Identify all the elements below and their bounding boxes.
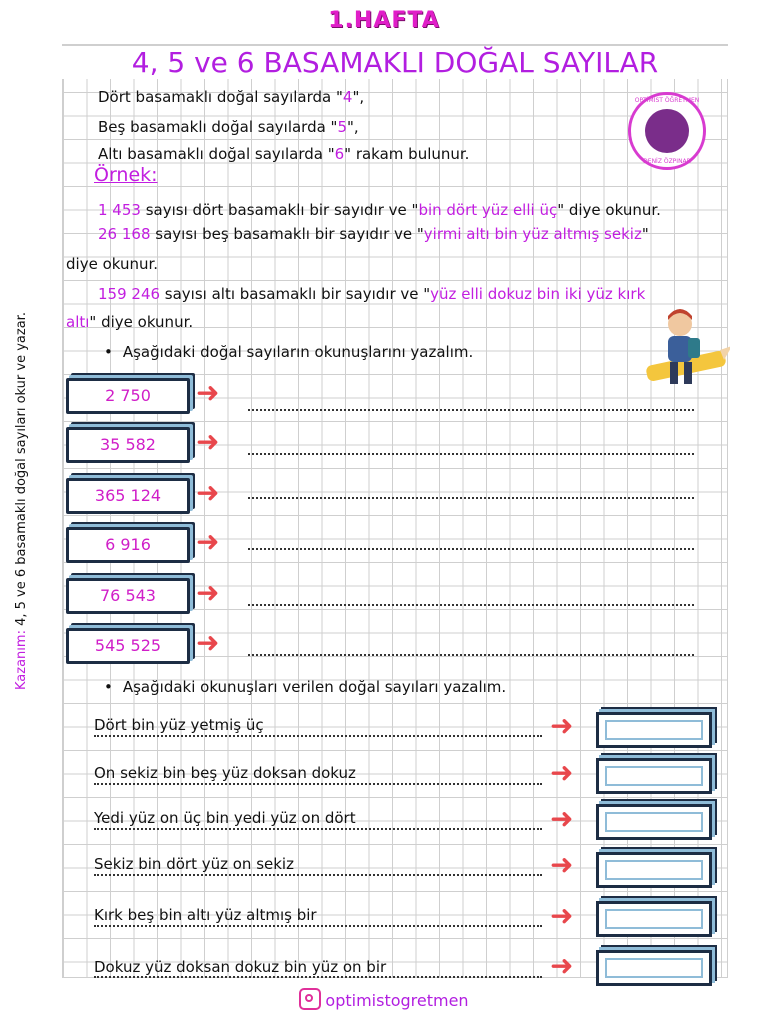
intro-line-3: Altı basamaklı doğal sayılarda "6" rakam bulunur. xyxy=(98,145,470,163)
answer-box[interactable] xyxy=(596,758,712,794)
number-phrase: Sekiz bin dört yüz on sekiz xyxy=(94,855,294,873)
answer-box-inner xyxy=(605,909,703,929)
instagram-icon xyxy=(299,988,321,1010)
number-phrase: Kırk beş bin altı yüz altmış bir xyxy=(94,906,317,924)
phrase-dotted-line xyxy=(94,782,542,785)
answer-box[interactable] xyxy=(596,901,712,937)
right-arrow-icon: ➜ xyxy=(196,525,220,558)
intro-line-2: Beş basamaklı doğal sayılarda "5", xyxy=(98,118,359,136)
answer-box-inner xyxy=(605,720,703,740)
intro-line-1: Dört basamaklı doğal sayılarda "4", xyxy=(98,88,365,106)
example-1: 1 453 sayısı dört basamaklı bir sayıdır ve "bin dört yüz elli üç" diye okunur. xyxy=(98,201,661,219)
stamp-top-text: OPTİMİST ÖĞRETMEN xyxy=(634,97,700,104)
teacher-photo xyxy=(645,109,689,153)
right-arrow-icon: ➜ xyxy=(196,476,220,509)
answer-line[interactable] xyxy=(248,547,694,550)
right-arrow-icon: ➜ xyxy=(550,802,574,835)
number-box: 6 916 xyxy=(66,527,190,563)
example-2: 26 168 sayısı beş basamaklı bir sayıdır ve "yirmi altı bin yüz altmış sekiz" xyxy=(98,225,649,243)
number-phrase: Dört bin yüz yetmiş üç xyxy=(94,716,264,734)
learning-outcome-note: Kazanım: 4, 5 ve 6 basamaklı doğal sayıları okur ve yazar. xyxy=(14,312,29,690)
number-phrase: Dokuz yüz doksan dokuz bin yüz on bir xyxy=(94,958,387,976)
right-arrow-icon: ➜ xyxy=(196,376,220,409)
example-heading: Örnek: xyxy=(94,164,158,186)
right-arrow-icon: ➜ xyxy=(196,425,220,458)
answer-box-inner xyxy=(605,860,703,880)
answer-line[interactable] xyxy=(248,653,694,656)
answer-line[interactable] xyxy=(248,408,694,411)
answer-line[interactable] xyxy=(248,603,694,606)
answer-line[interactable] xyxy=(248,452,694,455)
answer-box-inner xyxy=(605,958,703,978)
right-arrow-icon: ➜ xyxy=(550,899,574,932)
right-arrow-icon: ➜ xyxy=(196,626,220,659)
answer-line[interactable] xyxy=(248,496,694,499)
answer-box[interactable] xyxy=(596,852,712,888)
phrase-dotted-line xyxy=(94,924,542,927)
page-title: 4, 5 ve 6 BASAMAKLI DOĞAL SAYILAR xyxy=(0,46,768,79)
answer-box[interactable] xyxy=(596,950,712,986)
phrase-dotted-line xyxy=(94,975,542,978)
answer-box-inner xyxy=(605,766,703,786)
footer-social-handle[interactable]: optimistogretmen xyxy=(0,988,768,1010)
number-box: 35 582 xyxy=(66,427,190,463)
right-arrow-icon: ➜ xyxy=(550,949,574,982)
student-on-pencil-illustration xyxy=(640,306,730,398)
example-3-continuation: altı" diye okunur. xyxy=(66,313,194,331)
right-arrow-icon: ➜ xyxy=(550,709,574,742)
right-arrow-icon: ➜ xyxy=(550,756,574,789)
example-2-continuation: diye okunur. xyxy=(66,255,159,273)
stamp-bottom-text: DENİZ ÖZPINAR xyxy=(643,158,691,165)
example-3: 159 246 sayısı altı basamaklı bir sayıdır ve "yüz elli dokuz bin iki yüz kırk xyxy=(98,285,646,303)
phrase-dotted-line xyxy=(94,827,542,830)
phrase-dotted-line xyxy=(94,734,542,737)
number-box: 365 124 xyxy=(66,478,190,514)
answer-box-inner xyxy=(605,812,703,832)
answer-box[interactable] xyxy=(596,804,712,840)
answer-box[interactable] xyxy=(596,712,712,748)
section1-instruction: • Aşağıdaki doğal sayıların okunuşlarını yazalım. xyxy=(104,343,473,361)
number-box: 2 750 xyxy=(66,378,190,414)
week-label: 1.HAFTA xyxy=(328,8,440,33)
right-arrow-icon: ➜ xyxy=(550,848,574,881)
number-phrase: On sekiz bin beş yüz doksan dokuz xyxy=(94,764,356,782)
number-box: 545 525 xyxy=(66,628,190,664)
right-arrow-icon: ➜ xyxy=(196,576,220,609)
teacher-stamp-logo xyxy=(628,92,706,170)
number-box: 76 543 xyxy=(66,578,190,614)
section2-instruction: • Aşağıdaki okunuşları verilen doğal sayıları yazalım. xyxy=(104,678,506,696)
phrase-dotted-line xyxy=(94,873,542,876)
number-phrase: Yedi yüz on üç bin yedi yüz on dört xyxy=(94,809,356,827)
